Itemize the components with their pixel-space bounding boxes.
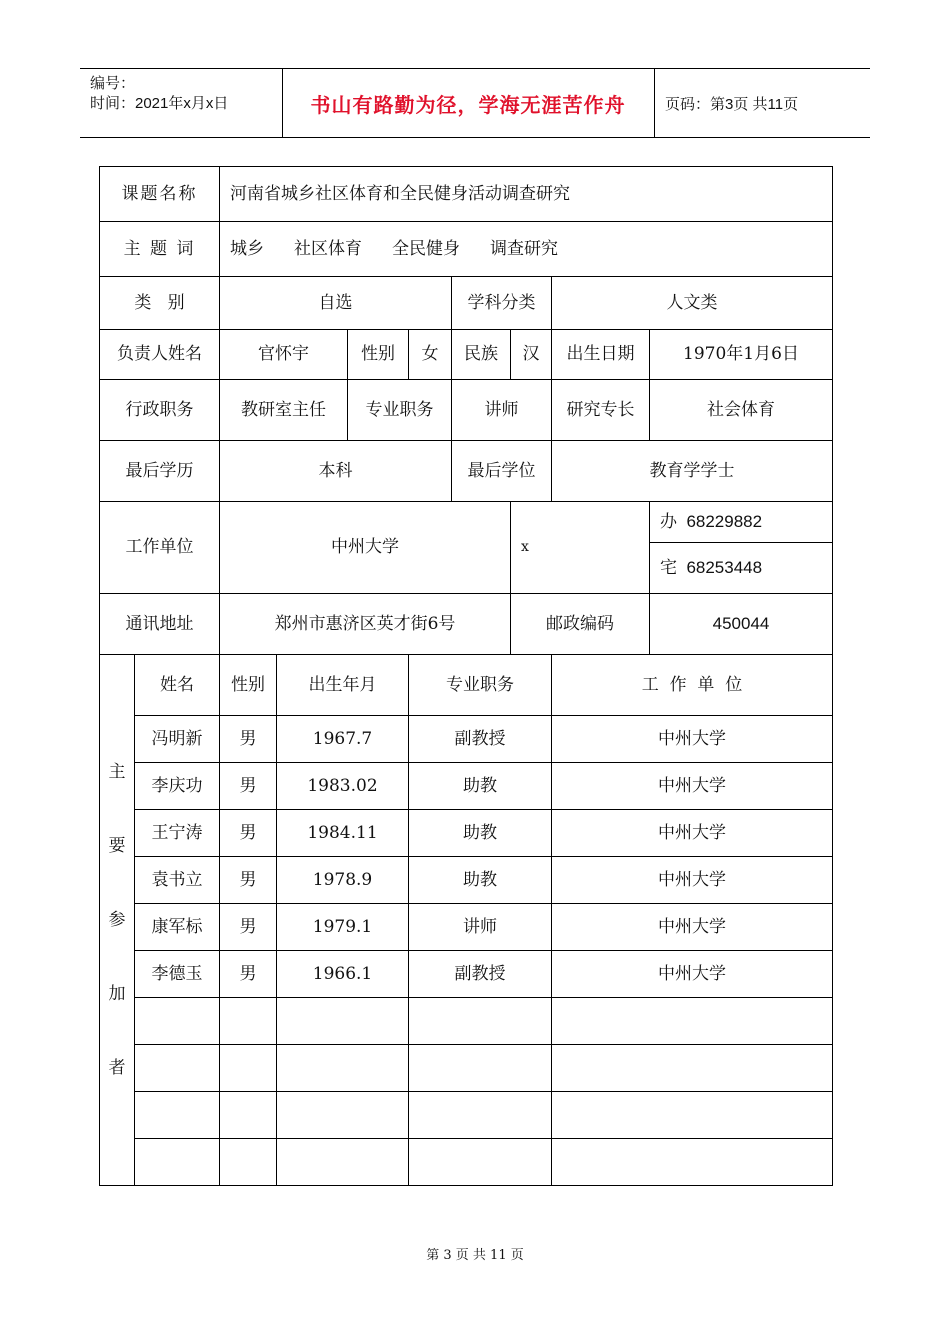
participant-birth bbox=[277, 1092, 409, 1139]
keywords-value bbox=[220, 222, 833, 277]
side-char: 要 bbox=[108, 836, 126, 856]
col-header-unit: 工 作 单 位 bbox=[552, 655, 833, 716]
degree-value: 教育学学士 bbox=[552, 441, 833, 502]
edu-label: 最后学历 bbox=[100, 441, 220, 502]
table-row bbox=[100, 716, 833, 763]
gender-label: 性别 bbox=[348, 330, 409, 380]
participant-name: 王宁涛 bbox=[135, 810, 220, 857]
category-row bbox=[100, 277, 833, 330]
participant-name: 李德玉 bbox=[135, 951, 220, 998]
participant-gender bbox=[220, 998, 277, 1045]
side-char: 主 bbox=[108, 762, 126, 782]
keyword: 城乡 bbox=[230, 238, 264, 259]
phone-office: 办 68229882 bbox=[650, 502, 833, 543]
participants-header-row bbox=[100, 655, 833, 716]
participant-gender: 男 bbox=[220, 810, 277, 857]
participant-birth bbox=[277, 1139, 409, 1186]
participant-title: 助教 bbox=[409, 763, 552, 810]
participant-name bbox=[135, 1045, 220, 1092]
work-label: 工作单位 bbox=[100, 502, 220, 594]
table-row bbox=[100, 1045, 833, 1092]
table-row bbox=[100, 951, 833, 998]
participant-unit: 中州大学 bbox=[552, 716, 833, 763]
participants-side-label bbox=[100, 655, 135, 1186]
participant-birth: 1979.1 bbox=[277, 904, 409, 951]
participant-birth bbox=[277, 998, 409, 1045]
leader-label: 负责人姓名 bbox=[100, 330, 220, 380]
participant-birth: 1966.1 bbox=[277, 951, 409, 998]
x-mark: x bbox=[511, 502, 650, 594]
education-row bbox=[100, 441, 833, 502]
participant-gender bbox=[220, 1139, 277, 1186]
participant-title bbox=[409, 1045, 552, 1092]
page-footer: 第 3 页 共 11 页 bbox=[426, 1248, 524, 1263]
table-row bbox=[100, 1092, 833, 1139]
participant-unit: 中州大学 bbox=[552, 904, 833, 951]
table-row bbox=[100, 904, 833, 951]
participant-title: 副教授 bbox=[409, 716, 552, 763]
participant-gender bbox=[220, 1092, 277, 1139]
topic-row bbox=[100, 167, 833, 222]
specialty-value: 社会体育 bbox=[650, 380, 833, 441]
participant-birth: 1978.9 bbox=[277, 857, 409, 904]
category-label: 类 别 bbox=[100, 277, 220, 330]
participant-gender: 男 bbox=[220, 763, 277, 810]
table-row bbox=[100, 857, 833, 904]
participant-title: 助教 bbox=[409, 810, 552, 857]
keyword: 社区体育 bbox=[294, 238, 362, 259]
leader-value: 官怀宇 bbox=[220, 330, 348, 380]
page-info: 页码：第3页 共11页 bbox=[665, 95, 799, 113]
work-value: 中州大学 bbox=[220, 502, 511, 594]
participant-unit bbox=[552, 998, 833, 1045]
col-header-name: 姓名 bbox=[135, 655, 220, 716]
topic-label: 课题名称 bbox=[100, 167, 220, 222]
participant-name bbox=[135, 998, 220, 1045]
participant-title: 助教 bbox=[409, 857, 552, 904]
side-char: 加 bbox=[108, 984, 126, 1004]
work-row bbox=[100, 502, 833, 543]
admin-label: 行政职务 bbox=[100, 380, 220, 441]
side-char: 参 bbox=[108, 910, 126, 930]
participant-birth: 1967.7 bbox=[277, 716, 409, 763]
address-value: 郑州市惠济区英才街6号 bbox=[220, 594, 511, 655]
participant-gender: 男 bbox=[220, 951, 277, 998]
participant-unit: 中州大学 bbox=[552, 763, 833, 810]
participant-title: 讲师 bbox=[409, 904, 552, 951]
participant-birth: 1984.11 bbox=[277, 810, 409, 857]
page-header bbox=[80, 68, 870, 138]
position-row bbox=[100, 380, 833, 441]
header-page-cell bbox=[655, 69, 870, 137]
degree-label: 最后学位 bbox=[452, 441, 552, 502]
birth-label: 出生日期 bbox=[552, 330, 650, 380]
table-row bbox=[100, 810, 833, 857]
participant-gender: 男 bbox=[220, 857, 277, 904]
keywords-label: 主 题 词 bbox=[100, 222, 220, 277]
keyword: 调查研究 bbox=[490, 238, 558, 259]
discipline-label: 学科分类 bbox=[452, 277, 552, 330]
participant-unit: 中州大学 bbox=[552, 810, 833, 857]
phone-home: 宅 68253448 bbox=[650, 543, 833, 594]
participant-title bbox=[409, 1139, 552, 1186]
participant-name bbox=[135, 1139, 220, 1186]
address-label: 通讯地址 bbox=[100, 594, 220, 655]
header-motto-cell bbox=[282, 69, 655, 137]
participant-title: 副教授 bbox=[409, 951, 552, 998]
category-value: 自选 bbox=[220, 277, 452, 330]
participant-unit: 中州大学 bbox=[552, 857, 833, 904]
ethnicity-label: 民族 bbox=[452, 330, 511, 380]
admin-value: 教研室主任 bbox=[220, 380, 348, 441]
serial-label: 编号： bbox=[90, 75, 136, 92]
prof-label: 专业职务 bbox=[348, 380, 452, 441]
participant-name: 袁书立 bbox=[135, 857, 220, 904]
participant-birth bbox=[277, 1045, 409, 1092]
edu-value: 本科 bbox=[220, 441, 452, 502]
participant-unit bbox=[552, 1092, 833, 1139]
application-form bbox=[99, 166, 833, 1186]
participant-name: 冯明新 bbox=[135, 716, 220, 763]
keyword: 全民健身 bbox=[392, 238, 460, 259]
leader-row bbox=[100, 330, 833, 380]
participant-unit: 中州大学 bbox=[552, 951, 833, 998]
side-char: 者 bbox=[108, 1058, 126, 1078]
col-header-title: 专业职务 bbox=[409, 655, 552, 716]
table-row bbox=[100, 998, 833, 1045]
participant-gender bbox=[220, 1045, 277, 1092]
motto-text: 书山有路勤为径，学海无涯苦作舟 bbox=[310, 94, 626, 117]
participant-unit bbox=[552, 1139, 833, 1186]
gender-value: 女 bbox=[409, 330, 452, 380]
specialty-label: 研究专长 bbox=[552, 380, 650, 441]
participant-name: 康军标 bbox=[135, 904, 220, 951]
table-row bbox=[100, 763, 833, 810]
participant-gender: 男 bbox=[220, 904, 277, 951]
participant-unit bbox=[552, 1045, 833, 1092]
participant-name bbox=[135, 1092, 220, 1139]
postcode-value: 450044 bbox=[650, 594, 833, 655]
header-meta-cell bbox=[80, 69, 283, 137]
participant-birth: 1983.02 bbox=[277, 763, 409, 810]
col-header-gender: 性别 bbox=[220, 655, 277, 716]
col-header-birth: 出生年月 bbox=[277, 655, 409, 716]
participant-title bbox=[409, 1092, 552, 1139]
participant-name: 李庆功 bbox=[135, 763, 220, 810]
address-row bbox=[100, 594, 833, 655]
ethnicity-value: 汉 bbox=[511, 330, 552, 380]
keywords-row bbox=[100, 222, 833, 277]
birth-value: 1970年1月6日 bbox=[650, 330, 833, 380]
time-label: 时间：2021年x月x日 bbox=[90, 95, 229, 112]
postcode-label: 邮政编码 bbox=[511, 594, 650, 655]
table-row bbox=[100, 1139, 833, 1186]
discipline-value: 人文类 bbox=[552, 277, 833, 330]
participant-gender: 男 bbox=[220, 716, 277, 763]
participant-title bbox=[409, 998, 552, 1045]
prof-value: 讲师 bbox=[452, 380, 552, 441]
topic-value: 河南省城乡社区体育和全民健身活动调查研究 bbox=[220, 167, 833, 222]
